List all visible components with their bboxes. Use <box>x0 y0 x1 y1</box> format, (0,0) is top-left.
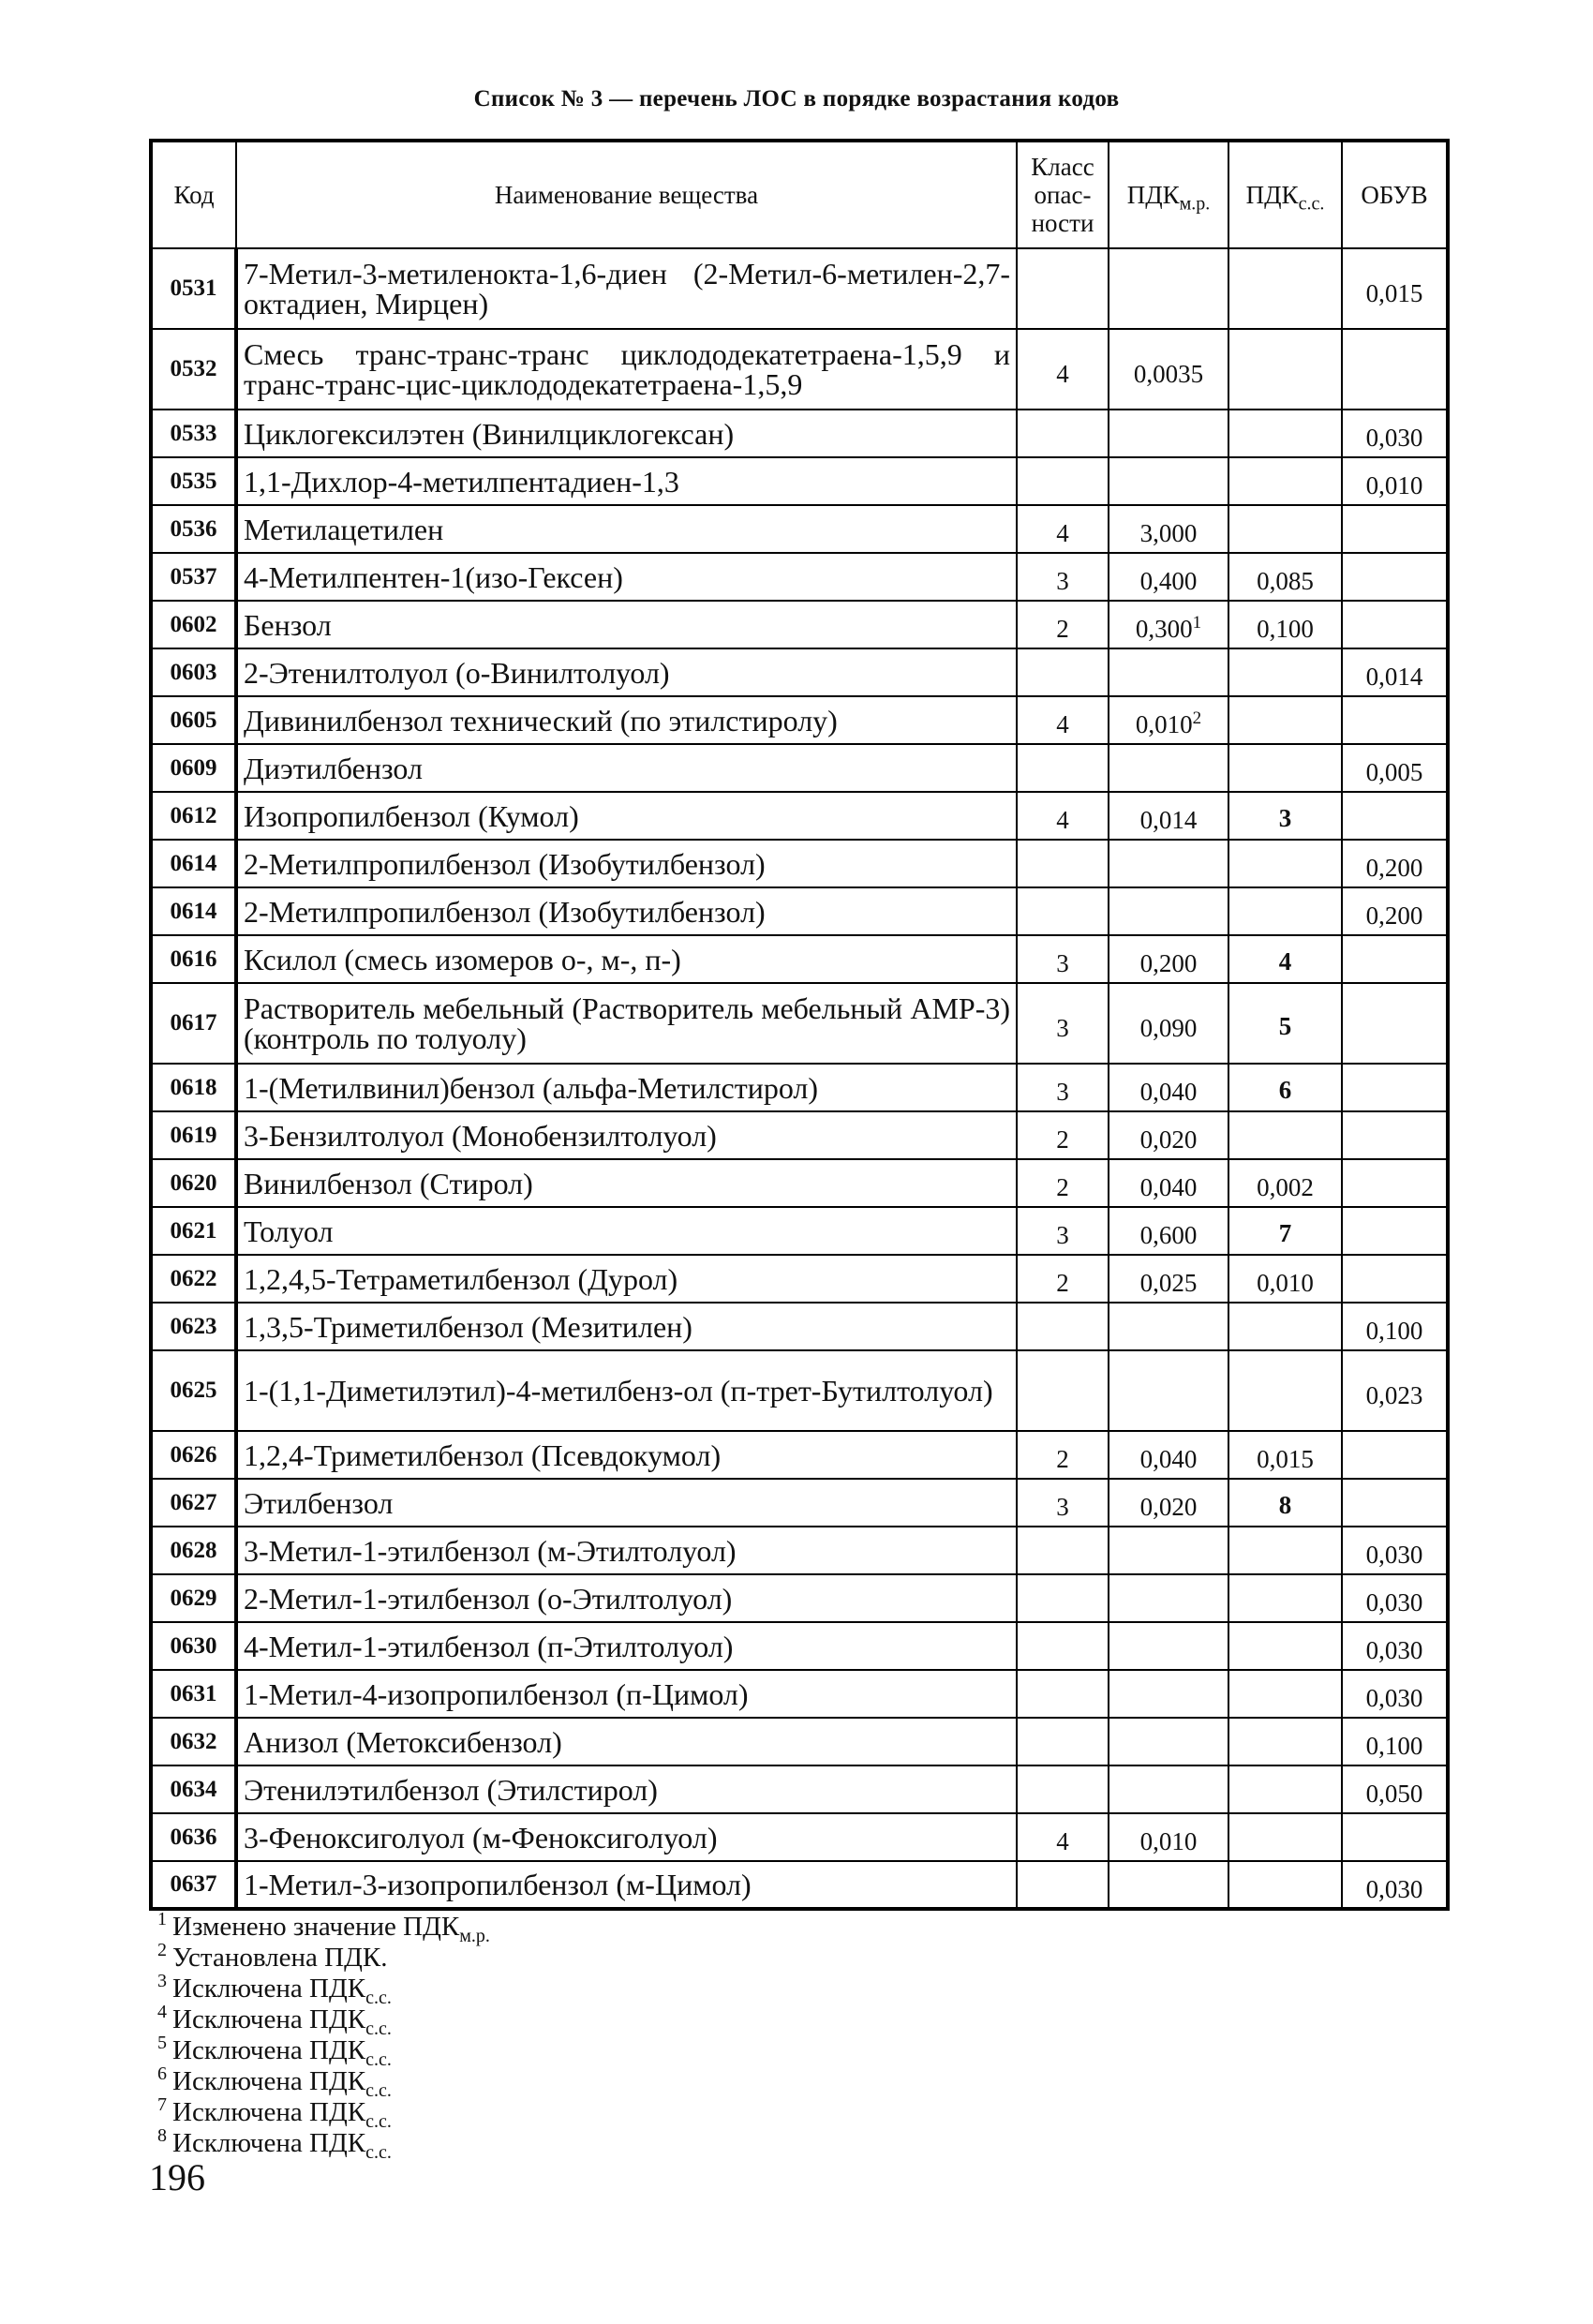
cell-obuv <box>1342 553 1448 601</box>
cell-pdk-mr <box>1109 1303 1228 1350</box>
cell-pdk-mr <box>1109 601 1228 648</box>
cell-class <box>1017 410 1109 457</box>
cell-pdk-mr <box>1109 248 1228 329</box>
cell-pdk-cc <box>1228 1813 1342 1861</box>
pdk-mr-value: 0,014 <box>1139 806 1198 834</box>
cell-class: 2 <box>1017 1111 1109 1159</box>
cell-pdk-cc <box>1228 887 1342 935</box>
cell-pdk-mr <box>1109 1574 1228 1622</box>
cell-class <box>1017 1861 1109 1909</box>
cell-obuv: 0,010 <box>1342 457 1448 505</box>
cell-name: 1-Метил-3-изопропилбензол (м-Цимол) <box>236 1861 1017 1909</box>
cell-code: 0636 <box>151 1813 236 1861</box>
table-body <box>151 248 1448 1909</box>
cell-class <box>1017 1574 1109 1622</box>
cell-class <box>1017 1765 1109 1813</box>
pdk-mr-value: 0,010 <box>1135 710 1193 738</box>
footnote-text: Исключена ПДК <box>172 2004 366 2034</box>
table-row <box>151 457 1448 505</box>
cell-code: 0614 <box>151 840 236 887</box>
cell-class <box>1017 744 1109 792</box>
cell-pdk-cc <box>1228 329 1342 410</box>
cell-name: Дивинилбензол технический (по этилстиролу) <box>236 696 1017 744</box>
pdk-mr-value: 0,040 <box>1139 1445 1198 1473</box>
cell-code: 0629 <box>151 1574 236 1622</box>
cell-obuv: 0,050 <box>1342 1765 1448 1813</box>
cell-class: 3 <box>1017 553 1109 601</box>
cell-obuv: 0,015 <box>1342 248 1448 329</box>
table-row <box>151 1431 1448 1479</box>
cell-pdk-mr <box>1109 553 1228 601</box>
cell-name: Винилбензол (Стирол) <box>236 1159 1017 1207</box>
cell-obuv <box>1342 1111 1448 1159</box>
footnote-number: 8 <box>157 2125 167 2147</box>
cell-name: 2-Метил-1-этилбензол (о-Этилтолуол) <box>236 1574 1017 1622</box>
table-row <box>151 601 1448 648</box>
table-row <box>151 1622 1448 1670</box>
cell-class: 3 <box>1017 1479 1109 1527</box>
cell-code: 0537 <box>151 553 236 601</box>
header-class: Класс опас-ности <box>1017 141 1109 248</box>
cell-pdk-cc: 0,002 <box>1228 1159 1342 1207</box>
cell-pdk-mr <box>1109 410 1228 457</box>
cell-pdk-cc <box>1228 1350 1342 1431</box>
cell-pdk-mr <box>1109 1431 1228 1479</box>
cell-code: 0634 <box>151 1765 236 1813</box>
cell-pdk-mr <box>1109 505 1228 553</box>
table-row <box>151 887 1448 935</box>
cell-pdk-cc: 4 <box>1228 935 1342 983</box>
cell-name: Метилацетилен <box>236 505 1017 553</box>
cell-obuv <box>1342 935 1448 983</box>
cell-name: 2-Метилпропилбензол (Изобутилбензол) <box>236 840 1017 887</box>
cell-pdk-cc <box>1228 1765 1342 1813</box>
cell-code: 0536 <box>151 505 236 553</box>
cell-obuv <box>1342 1064 1448 1111</box>
cell-class <box>1017 840 1109 887</box>
cell-name: Ксилол (смесь изомеров о-, м-, п-) <box>236 935 1017 983</box>
cell-pdk-cc <box>1228 1527 1342 1574</box>
cell-obuv <box>1342 505 1448 553</box>
footnote <box>157 2033 490 2070</box>
table-row <box>151 505 1448 553</box>
pdk-mr-value: 0,040 <box>1139 1173 1198 1201</box>
table-row <box>151 1111 1448 1159</box>
cell-obuv <box>1342 696 1448 744</box>
cell-obuv: 0,100 <box>1342 1303 1448 1350</box>
footnote-number: 3 <box>157 1971 167 1992</box>
cell-pdk-mr <box>1109 1255 1228 1303</box>
cell-code: 0609 <box>151 744 236 792</box>
cell-obuv <box>1342 601 1448 648</box>
cell-code: 0627 <box>151 1479 236 1527</box>
cell-pdk-cc: 0,010 <box>1228 1255 1342 1303</box>
cell-name: Диэтилбензол <box>236 744 1017 792</box>
cell-pdk-mr <box>1109 1527 1228 1574</box>
cell-code: 0612 <box>151 792 236 840</box>
cell-name: 3-Бензилтолуол (Монобензилтолуол) <box>236 1111 1017 1159</box>
cell-class <box>1017 1670 1109 1718</box>
pdk-mr-value: 0,600 <box>1139 1221 1198 1249</box>
cell-obuv: 0,030 <box>1342 1574 1448 1622</box>
table-row <box>151 792 1448 840</box>
page-title: Список № 3 — перечень ЛОС в порядке возрастания кодов <box>473 86 1120 112</box>
cell-pdk-mr <box>1109 1207 1228 1255</box>
pdk-mr-value: 0,090 <box>1139 1013 1198 1042</box>
cell-pdk-mr <box>1109 648 1228 696</box>
footnote-subscript: с.с. <box>365 2018 392 2039</box>
cell-obuv <box>1342 1479 1448 1527</box>
cell-pdk-mr <box>1109 1670 1228 1718</box>
cell-pdk-mr <box>1109 457 1228 505</box>
footnote <box>157 2094 490 2132</box>
footnote-text: Исключена ПДК <box>172 2128 366 2158</box>
cell-pdk-mr <box>1109 983 1228 1064</box>
table-row <box>151 1303 1448 1350</box>
table-row <box>151 1670 1448 1718</box>
cell-pdk-mr <box>1109 744 1228 792</box>
cell-class: 4 <box>1017 696 1109 744</box>
cell-code: 0605 <box>151 696 236 744</box>
footnote <box>157 1971 490 2008</box>
cell-name: 2-Этенилтолуол (о-Винилтолуол) <box>236 648 1017 696</box>
cell-pdk-cc: 0,085 <box>1228 553 1342 601</box>
cell-class: 4 <box>1017 329 1109 410</box>
pdk-mr-value: 0,020 <box>1139 1125 1198 1154</box>
footnote-subscript: с.с. <box>365 2141 392 2163</box>
cell-code: 0625 <box>151 1350 236 1431</box>
cell-class: 3 <box>1017 983 1109 1064</box>
cell-pdk-cc: 7 <box>1228 1207 1342 1255</box>
cell-pdk-mr <box>1109 1622 1228 1670</box>
cell-obuv: 0,030 <box>1342 1861 1448 1909</box>
table-row <box>151 1255 1448 1303</box>
table-row <box>151 935 1448 983</box>
table-row <box>151 1861 1448 1909</box>
cell-class: 2 <box>1017 601 1109 648</box>
cell-pdk-cc <box>1228 1622 1342 1670</box>
table-row <box>151 329 1448 410</box>
cell-pdk-mr <box>1109 887 1228 935</box>
pdk-mr-value: 0,300 <box>1135 615 1193 643</box>
cell-name: Этилбензол <box>236 1479 1017 1527</box>
cell-code: 0614 <box>151 887 236 935</box>
footnote-text: Исключена ПДК <box>172 2097 366 2127</box>
cell-code: 0632 <box>151 1718 236 1765</box>
cell-name: Этенилэтилбензол (Этилстирол) <box>236 1765 1017 1813</box>
cell-class: 4 <box>1017 792 1109 840</box>
cell-pdk-mr <box>1109 1064 1228 1111</box>
footnote-number: 6 <box>157 2063 167 2085</box>
cell-obuv <box>1342 983 1448 1064</box>
cell-name: 1,1-Дихлор-4-метилпентадиен-1,3 <box>236 457 1017 505</box>
cell-code: 0531 <box>151 248 236 329</box>
table-row <box>151 1159 1448 1207</box>
cell-obuv: 0,030 <box>1342 410 1448 457</box>
table-row <box>151 1765 1448 1813</box>
header-name: Наименование вещества <box>236 141 1017 248</box>
cell-class <box>1017 1527 1109 1574</box>
footnote-number: 4 <box>157 2002 167 2023</box>
footnote-subscript: с.с. <box>365 2079 392 2101</box>
cell-name: 1,3,5-Триметилбензол (Мезитилен) <box>236 1303 1017 1350</box>
cell-obuv: 0,014 <box>1342 648 1448 696</box>
footnote <box>157 2063 490 2101</box>
pdk-mr-value: 0,020 <box>1139 1493 1198 1521</box>
pdk-mr-value: 3,000 <box>1139 519 1198 547</box>
table-row <box>151 1527 1448 1574</box>
table-row <box>151 1813 1448 1861</box>
cell-pdk-mr <box>1109 1479 1228 1527</box>
cell-class <box>1017 248 1109 329</box>
cell-class: 2 <box>1017 1255 1109 1303</box>
header-obuv: ОБУВ <box>1342 141 1448 248</box>
pdk-mr-value: 0,040 <box>1139 1078 1198 1106</box>
cell-class <box>1017 1718 1109 1765</box>
cell-name: 1,2,4,5-Тетраметилбензол (Дурол) <box>236 1255 1017 1303</box>
cell-class <box>1017 648 1109 696</box>
footnote-number: 7 <box>157 2094 167 2116</box>
voc-table <box>149 139 1450 1911</box>
cell-class <box>1017 1303 1109 1350</box>
cell-name: 4-Метилпентен-1(изо-Гексен) <box>236 553 1017 601</box>
cell-pdk-cc <box>1228 457 1342 505</box>
cell-pdk-mr <box>1109 1718 1228 1765</box>
footnote-text: Изменено значение ПДК <box>172 1912 460 1942</box>
header-pdk-mr: $ПДК_{м.р.}$ <box>1109 141 1228 248</box>
cell-pdk-mr <box>1109 1159 1228 1207</box>
cell-name: Бензол <box>236 601 1017 648</box>
cell-obuv: 0,023 <box>1342 1350 1448 1431</box>
cell-pdk-cc <box>1228 1670 1342 1718</box>
cell-code: 0532 <box>151 329 236 410</box>
cell-code: 0621 <box>151 1207 236 1255</box>
cell-class <box>1017 1350 1109 1431</box>
cell-pdk-cc: 0,015 <box>1228 1431 1342 1479</box>
cell-pdk-mr <box>1109 1861 1228 1909</box>
page-number: 196 <box>149 2156 205 2198</box>
cell-class: 3 <box>1017 1207 1109 1255</box>
cell-name: 1-(1,1-Диметилэтил)-4-метилбенз-ол (п-трет-Бутилтолуол) <box>236 1350 1017 1431</box>
footnote <box>157 2125 490 2163</box>
cell-pdk-cc: 8 <box>1228 1479 1342 1527</box>
cell-obuv <box>1342 1207 1448 1255</box>
table-row <box>151 1479 1448 1527</box>
cell-code: 0637 <box>151 1861 236 1909</box>
pdk-mr-value: 0,200 <box>1139 949 1198 977</box>
cell-name: Изопропилбензол (Кумол) <box>236 792 1017 840</box>
table-row <box>151 696 1448 744</box>
cell-obuv: 0,005 <box>1342 744 1448 792</box>
cell-name: 3-Метил-1-этилбензол (м-Этилтолуол) <box>236 1527 1017 1574</box>
cell-class <box>1017 887 1109 935</box>
table-row <box>151 983 1448 1064</box>
cell-pdk-cc <box>1228 1861 1342 1909</box>
cell-pdk-cc: 6 <box>1228 1064 1342 1111</box>
pdk-mr-value: 0,025 <box>1139 1269 1198 1297</box>
cell-code: 0618 <box>151 1064 236 1111</box>
cell-obuv <box>1342 1159 1448 1207</box>
cell-pdk-mr <box>1109 935 1228 983</box>
cell-pdk-mr <box>1109 1111 1228 1159</box>
cell-class: 2 <box>1017 1431 1109 1479</box>
table-row <box>151 410 1448 457</box>
cell-name: 1,2,4-Триметилбензол (Псевдокумол) <box>236 1431 1017 1479</box>
cell-obuv <box>1342 1431 1448 1479</box>
cell-pdk-mr <box>1109 792 1228 840</box>
cell-code: 0603 <box>151 648 236 696</box>
table-row <box>151 553 1448 601</box>
cell-pdk-mr <box>1109 1813 1228 1861</box>
cell-pdk-cc <box>1228 248 1342 329</box>
footnote-text: Исключена ПДК <box>172 1974 366 2004</box>
header-pdk-cc: $ПДК_{с.с.}$ <box>1228 141 1342 248</box>
table-header-row <box>151 141 1448 248</box>
cell-code: 0602 <box>151 601 236 648</box>
cell-name: 1-Метил-4-изопропилбензол (п-Цимол) <box>236 1670 1017 1718</box>
cell-code: 0626 <box>151 1431 236 1479</box>
cell-code: 0630 <box>151 1622 236 1670</box>
cell-pdk-mr <box>1109 1350 1228 1431</box>
cell-name: 1-(Метилвинил)бензол (альфа-Метилстирол) <box>236 1064 1017 1111</box>
footnote-ref: 2 <box>1192 708 1202 728</box>
cell-obuv: 0,100 <box>1342 1718 1448 1765</box>
footnote <box>157 1940 490 1974</box>
cell-name: Толуол <box>236 1207 1017 1255</box>
table-row <box>151 1718 1448 1765</box>
cell-pdk-mr <box>1109 329 1228 410</box>
cell-pdk-cc <box>1228 648 1342 696</box>
table-row <box>151 1574 1448 1622</box>
pdk-mr-value: 0,0035 <box>1133 359 1204 388</box>
table-row <box>151 744 1448 792</box>
cell-name: 3-Феноксиголуол (м-Феноксиголуол) <box>236 1813 1017 1861</box>
pdk-mr-value: 0,400 <box>1139 567 1198 595</box>
cell-pdk-cc <box>1228 410 1342 457</box>
cell-class: 2 <box>1017 1159 1109 1207</box>
cell-pdk-cc <box>1228 696 1342 744</box>
table-row <box>151 1207 1448 1255</box>
header-code: Код <box>151 141 236 248</box>
cell-code: 0533 <box>151 410 236 457</box>
cell-obuv: 0,030 <box>1342 1622 1448 1670</box>
cell-name: 2-Метилпропилбензол (Изобутилбензол) <box>236 887 1017 935</box>
cell-class <box>1017 457 1109 505</box>
cell-pdk-cc <box>1228 1718 1342 1765</box>
cell-name: Растворитель мебельный (Растворитель мебельный АМР-3) (контроль по толуолу) <box>236 983 1017 1064</box>
footnote-text: Исключена ПДК <box>172 2035 366 2065</box>
footnote-text: Установлена ПДК. <box>172 1943 388 1973</box>
cell-name: Циклогексилэтен (Винилциклогексан) <box>236 410 1017 457</box>
cell-code: 0617 <box>151 983 236 1064</box>
cell-obuv <box>1342 329 1448 410</box>
cell-code: 0535 <box>151 457 236 505</box>
table-row <box>151 1064 1448 1111</box>
cell-pdk-cc <box>1228 1574 1342 1622</box>
cell-name: 7-Метил-3-метиленокта-1,6-диен (2-Метил-6-метилен-2,7-октадиен, Мирцен) <box>236 248 1017 329</box>
cell-pdk-cc <box>1228 840 1342 887</box>
cell-obuv: 0,200 <box>1342 887 1448 935</box>
table-row <box>151 840 1448 887</box>
cell-pdk-cc <box>1228 1111 1342 1159</box>
cell-class: 4 <box>1017 505 1109 553</box>
footnote <box>157 2002 490 2039</box>
footnote-number: 2 <box>157 1940 167 1961</box>
cell-pdk-mr <box>1109 840 1228 887</box>
cell-obuv: 0,030 <box>1342 1670 1448 1718</box>
cell-pdk-cc: 5 <box>1228 983 1342 1064</box>
cell-class: 3 <box>1017 1064 1109 1111</box>
cell-code: 0628 <box>151 1527 236 1574</box>
cell-pdk-cc <box>1228 744 1342 792</box>
footnote-ref: 1 <box>1192 613 1202 633</box>
cell-class <box>1017 1622 1109 1670</box>
cell-name: 4-Метил-1-этилбензол (п-Этилтолуол) <box>236 1622 1017 1670</box>
footnote-subscript: м.р. <box>459 1925 490 1946</box>
cell-pdk-mr <box>1109 696 1228 744</box>
cell-obuv: 0,200 <box>1342 840 1448 887</box>
table-row <box>151 1350 1448 1431</box>
cell-obuv <box>1342 792 1448 840</box>
cell-pdk-cc <box>1228 505 1342 553</box>
table-row <box>151 248 1448 329</box>
footnote-subscript: с.с. <box>365 1987 392 2008</box>
cell-class: 3 <box>1017 935 1109 983</box>
footnote-subscript: с.с. <box>365 2048 392 2070</box>
cell-pdk-cc: 3 <box>1228 792 1342 840</box>
cell-pdk-cc: 0,100 <box>1228 601 1342 648</box>
cell-name: Анизол (Метоксибензол) <box>236 1718 1017 1765</box>
cell-code: 0616 <box>151 935 236 983</box>
footnote-text: Исключена ПДК <box>172 2066 366 2096</box>
cell-pdk-mr <box>1109 1765 1228 1813</box>
cell-obuv <box>1342 1813 1448 1861</box>
pdk-mr-value: 0,010 <box>1139 1827 1198 1855</box>
footnote-number: 1 <box>157 1909 167 1930</box>
cell-obuv <box>1342 1255 1448 1303</box>
cell-code: 0631 <box>151 1670 236 1718</box>
table-row <box>151 648 1448 696</box>
cell-code: 0622 <box>151 1255 236 1303</box>
cell-code: 0620 <box>151 1159 236 1207</box>
footnote-number: 5 <box>157 2033 167 2054</box>
cell-pdk-cc <box>1228 1303 1342 1350</box>
cell-class: 4 <box>1017 1813 1109 1861</box>
cell-code: 0619 <box>151 1111 236 1159</box>
footnote <box>157 1909 490 1946</box>
footnote-subscript: с.с. <box>365 2110 392 2132</box>
cell-obuv: 0,030 <box>1342 1527 1448 1574</box>
cell-name: Смесь транс-транс-транс циклододекатетраена-1,5,9 и транс-транс-цис-циклододекатетраена-1,5,9 <box>236 329 1017 410</box>
cell-code: 0623 <box>151 1303 236 1350</box>
footnotes <box>157 1909 490 2163</box>
